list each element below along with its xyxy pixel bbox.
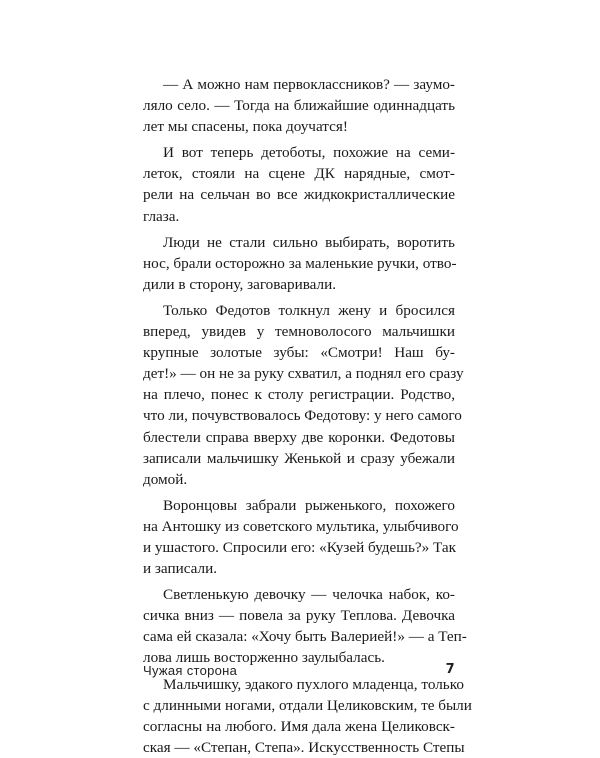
- text-line: нос, брали осторожно за маленькие ручки, отво-: [143, 254, 457, 272]
- text-line: Мальчишку, эдакого пухлого младенца, только: [163, 675, 464, 693]
- text-line: ская — «Степан, Степа». Искусственность Степы: [143, 738, 465, 756]
- text-line: с длинными ногами, отдали Целиковским, те были: [143, 696, 472, 714]
- paragraph: [143, 300, 464, 490]
- text-line: лова лишь восторженно заулыбалась.: [143, 649, 385, 667]
- text-line: ляло село. — Тогда на ближайшие одиннадцать: [143, 97, 455, 115]
- paragraph: [143, 74, 455, 137]
- text-line: сичка вниз — повела за руку Теплова. Девочка: [143, 607, 455, 625]
- text-line: на плечо, понес к столу регистрации. Родство,: [143, 386, 455, 404]
- text-line: Только Федотов толкнул жену и бросился: [163, 301, 455, 319]
- paragraph: [143, 674, 472, 758]
- text-line: Воронцовы забрали рыженького, похожего: [163, 496, 455, 514]
- text-line: согласны на любого. Имя дала жена Целиковск-: [143, 717, 455, 735]
- text-line: рели на сельчан во все жидкокристаллические: [143, 186, 455, 204]
- paragraph: [143, 495, 459, 579]
- text-line: сама ей сказала: «Хочу быть Валерией!» — а Теп-: [143, 628, 467, 646]
- text-line: Светленькую девочку — челочка набок, ко-: [163, 586, 455, 604]
- page-number: 7: [445, 662, 455, 677]
- text-line: и ушастого. Спросили его: «Кузей будешь?» Так: [143, 538, 457, 556]
- text-line: что ли, почувствовалось Федотову: у него самого: [143, 407, 462, 425]
- text-line: — А можно нам первоклассников? — заумо-: [163, 76, 455, 93]
- paragraph: [143, 584, 467, 668]
- text-line: глаза.: [143, 207, 180, 225]
- paragraph: [143, 232, 455, 295]
- text-line: дили в сторону, заговаривали.: [143, 275, 337, 293]
- text-line: и записали.: [143, 560, 218, 578]
- text-line: крупные золотые зубы: «Смотри! Наш бу-: [143, 344, 455, 362]
- book-page-text: [143, 74, 472, 758]
- page-footer: [143, 663, 455, 683]
- paragraph: [143, 142, 455, 226]
- text-line: дет!» — он не за руку схватил, а поднял его сразу: [143, 365, 464, 383]
- running-title: Чужая сторона: [143, 663, 238, 678]
- text-line: домой.: [143, 470, 188, 488]
- text-line: вперед, увидев у темноволосого мальчишки: [143, 323, 455, 341]
- text-line: И вот теперь детоботы, похожие на семи-: [163, 144, 455, 162]
- text-line: леток, стояли на сцене ДК нарядные, смот-: [143, 165, 455, 183]
- text-line: на Антошку из советского мультика, улыбчивого: [143, 517, 459, 535]
- text-line: записали мальчишку Женькой и сразу убежали: [143, 449, 455, 467]
- text-line: блестели справа вверху две коронки. Федотовы: [143, 428, 455, 446]
- text-line: Люди не стали сильно выбирать, воротить: [163, 233, 455, 251]
- text-line: лет мы спасены, пока доучатся!: [143, 118, 348, 136]
